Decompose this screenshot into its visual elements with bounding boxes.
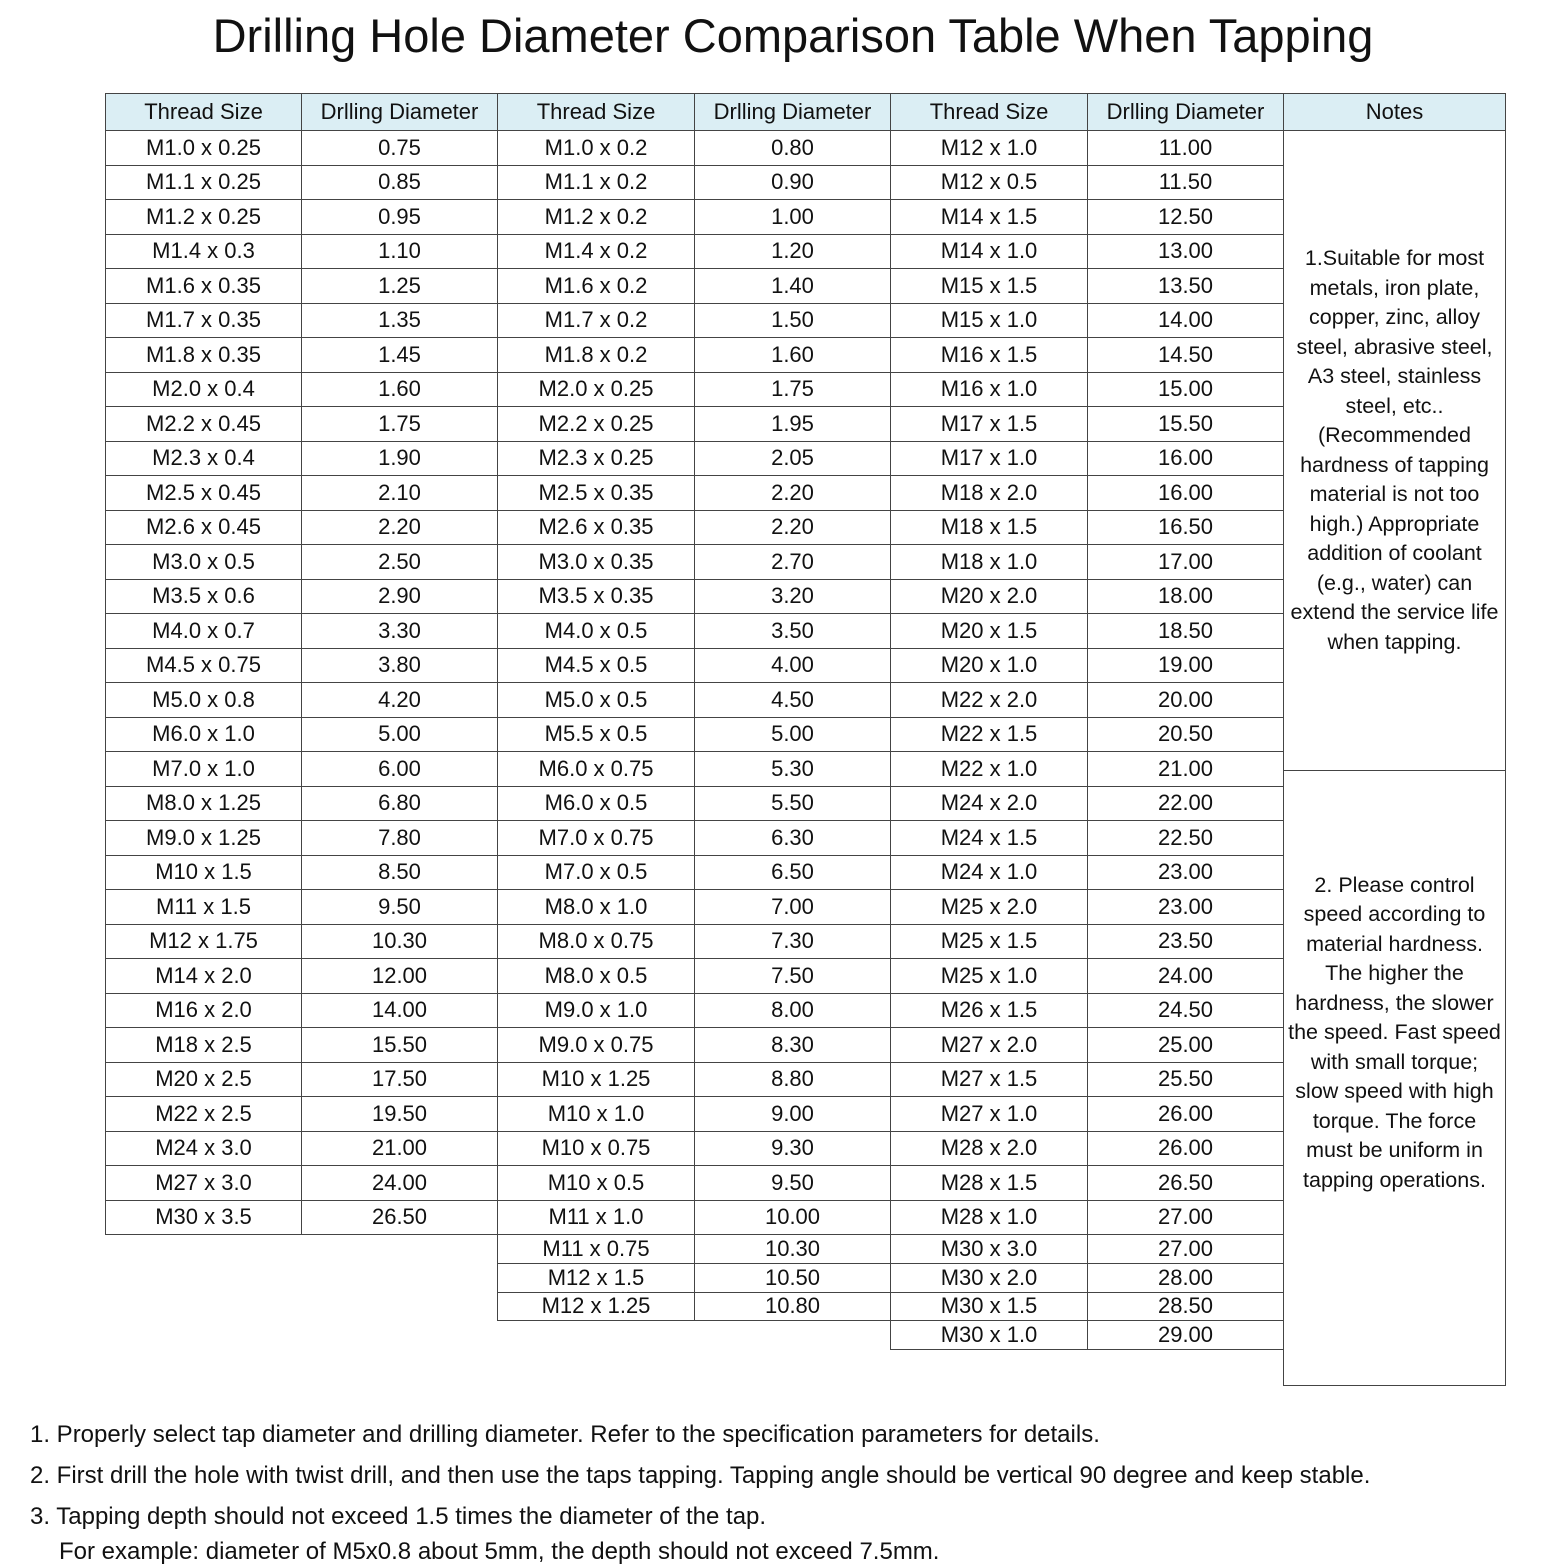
drilling-diameter-cell: 22.00 [1087,786,1284,822]
thread-size-cell: M14 x 1.0 [890,234,1088,270]
column-thread-size-3 [890,131,1088,1350]
drilling-diameter-cell: 26.00 [1087,1096,1284,1132]
thread-size-cell: M27 x 2.0 [890,1027,1088,1063]
thread-size-cell: M12 x 0.5 [890,165,1088,201]
thread-size-cell: M3.0 x 0.5 [105,544,302,580]
thread-size-cell: M17 x 1.5 [890,406,1088,442]
drilling-diameter-cell: 1.10 [301,234,498,270]
thread-size-cell: M20 x 1.0 [890,648,1088,684]
thread-size-cell: M5.0 x 0.5 [497,682,695,718]
page-title: Drilling Hole Diameter Comparison Table When Tapping [212,9,1374,62]
drilling-diameter-cell: 13.00 [1087,234,1284,270]
thread-size-cell: M24 x 3.0 [105,1131,302,1167]
drilling-diameter-cell: 1.40 [694,268,891,304]
thread-size-cell: M1.6 x 0.35 [105,268,302,304]
drilling-diameter-cell: 2.10 [301,475,498,511]
drilling-diameter-cell: 16.50 [1087,510,1284,546]
drilling-diameter-cell: 20.50 [1087,717,1284,753]
drilling-diameter-cell: 6.30 [694,820,891,856]
thread-size-cell: M3.5 x 0.6 [105,579,302,615]
thread-size-cell: M22 x 2.5 [105,1096,302,1132]
drilling-diameter-cell: 1.25 [301,268,498,304]
drilling-diameter-cell: 2.05 [694,441,891,477]
thread-size-cell: M7.0 x 0.75 [497,820,695,856]
thread-size-cell: M2.5 x 0.45 [105,475,302,511]
drilling-diameter-cell: 2.20 [694,510,891,546]
drilling-diameter-cell: 22.50 [1087,820,1284,856]
drilling-diameter-cell: 24.00 [301,1165,498,1201]
thread-size-cell: M30 x 1.0 [890,1320,1088,1350]
thread-size-cell: M22 x 1.5 [890,717,1088,753]
drilling-diameter-cell: 28.00 [1087,1263,1284,1293]
drilling-diameter-cell: 16.00 [1087,475,1284,511]
drilling-diameter-cell: 14.00 [1087,303,1284,339]
drilling-diameter-cell: 16.00 [1087,441,1284,477]
drilling-diameter-cell: 10.80 [694,1292,891,1322]
drilling-diameter-cell: 12.00 [301,958,498,994]
thread-size-cell: M30 x 2.0 [890,1263,1088,1293]
instruction-example: For example: diameter of M5x0.8 about 5mm, the depth should not exceed 7.5mm. [59,1538,940,1565]
thread-size-cell: M10 x 1.0 [497,1096,695,1132]
thread-size-cell: M30 x 1.5 [890,1292,1088,1322]
thread-size-cell: M10 x 0.75 [497,1131,695,1167]
thread-size-cell: M4.0 x 0.7 [105,613,302,649]
thread-size-cell: M2.6 x 0.45 [105,510,302,546]
thread-size-cell: M1.2 x 0.25 [105,199,302,235]
thread-size-cell: M7.0 x 0.5 [497,855,695,891]
thread-size-cell: M1.4 x 0.3 [105,234,302,270]
column-drilling-diameter-1 [301,131,498,1235]
drilling-diameter-cell: 0.75 [301,130,498,166]
thread-size-cell: M11 x 1.5 [105,889,302,925]
drilling-diameter-cell: 18.00 [1087,579,1284,615]
thread-size-cell: M18 x 2.5 [105,1027,302,1063]
drilling-diameter-cell: 3.20 [694,579,891,615]
drilling-diameter-cell: 3.30 [301,613,498,649]
drilling-diameter-cell: 13.50 [1087,268,1284,304]
thread-size-cell: M1.8 x 0.2 [497,337,695,373]
drilling-diameter-cell: 5.30 [694,751,891,787]
drilling-diameter-cell: 26.50 [1087,1165,1284,1201]
drilling-diameter-cell: 5.00 [301,717,498,753]
thread-size-cell: M25 x 2.0 [890,889,1088,925]
thread-size-cell: M2.6 x 0.35 [497,510,695,546]
drilling-diameter-cell: 8.30 [694,1027,891,1063]
thread-size-cell: M24 x 1.5 [890,820,1088,856]
thread-size-cell: M18 x 2.0 [890,475,1088,511]
thread-size-cell: M4.5 x 0.75 [105,648,302,684]
instructions [30,1414,1550,1567]
thread-size-cell: M28 x 2.0 [890,1131,1088,1167]
drilling-diameter-cell: 21.00 [1087,751,1284,787]
drilling-diameter-cell: 26.00 [1087,1131,1284,1167]
thread-size-cell: M4.5 x 0.5 [497,648,695,684]
drilling-diameter-cell: 28.50 [1087,1292,1284,1322]
drilling-diameter-cell: 4.20 [301,682,498,718]
drilling-diameter-cell: 15.50 [1087,406,1284,442]
drilling-diameter-cell: 9.50 [694,1165,891,1201]
thread-size-cell: M2.5 x 0.35 [497,475,695,511]
drilling-diameter-cell: 0.90 [694,165,891,201]
thread-size-cell: M2.2 x 0.25 [497,406,695,442]
drilling-diameter-cell: 27.00 [1087,1234,1284,1264]
drilling-diameter-cell: 8.50 [301,855,498,891]
drilling-diameter-cell: 23.00 [1087,889,1284,925]
column-thread-size-2 [497,131,695,1321]
drilling-diameter-cell: 6.00 [301,751,498,787]
drilling-diameter-cell: 2.90 [301,579,498,615]
drilling-diameter-cell: 6.50 [694,855,891,891]
thread-size-cell: M27 x 1.5 [890,1062,1088,1098]
thread-size-cell: M7.0 x 1.0 [105,751,302,787]
thread-size-cell: M14 x 2.0 [105,958,302,994]
drilling-diameter-cell: 24.50 [1087,993,1284,1029]
drilling-diameter-cell: 2.20 [694,475,891,511]
instruction-3: 3. Tapping depth should not exceed 1.5 times the diameter of the tap. [30,1503,767,1530]
thread-size-cell: M6.0 x 0.5 [497,786,695,822]
instruction-1: 1. Properly select tap diameter and drilling diameter. Refer to the specification parameters for details. [30,1421,1100,1448]
thread-size-cell: M9.0 x 1.0 [497,993,695,1029]
thread-size-cell: M6.0 x 1.0 [105,717,302,753]
thread-size-cell: M12 x 1.0 [890,130,1088,166]
drilling-diameter-cell: 6.80 [301,786,498,822]
drilling-diameter-cell: 19.50 [301,1096,498,1132]
thread-size-cell: M12 x 1.25 [497,1292,695,1322]
drilling-diameter-cell: 18.50 [1087,613,1284,649]
thread-size-cell: M2.2 x 0.45 [105,406,302,442]
drilling-diameter-cell: 1.90 [301,441,498,477]
thread-size-cell: M6.0 x 0.75 [497,751,695,787]
drilling-diameter-cell: 1.75 [694,372,891,408]
thread-size-cell: M15 x 1.5 [890,268,1088,304]
thread-size-cell: M10 x 0.5 [497,1165,695,1201]
drilling-diameter-cell: 2.50 [301,544,498,580]
thread-size-cell: M10 x 1.5 [105,855,302,891]
drilling-diameter-cell: 0.80 [694,130,891,166]
drilling-diameter-cell: 1.75 [301,406,498,442]
drilling-diameter-cell: 10.00 [694,1200,891,1236]
thread-size-cell: M8.0 x 0.5 [497,958,695,994]
thread-size-cell: M22 x 1.0 [890,751,1088,787]
drilling-diameter-cell: 0.95 [301,199,498,235]
drilling-diameter-cell: 11.00 [1087,130,1284,166]
thread-size-cell: M5.5 x 0.5 [497,717,695,753]
drilling-diameter-cell: 21.00 [301,1131,498,1167]
thread-size-cell: M30 x 3.5 [105,1200,302,1236]
drilling-diameter-cell: 25.00 [1087,1027,1284,1063]
thread-size-cell: M25 x 1.5 [890,924,1088,960]
drilling-diameter-cell: 1.45 [301,337,498,373]
drilling-diameter-cell: 17.00 [1087,544,1284,580]
thread-size-cell: M20 x 2.5 [105,1062,302,1098]
thread-size-cell: M2.0 x 0.25 [497,372,695,408]
thread-size-cell: M1.1 x 0.2 [497,165,695,201]
header-thread-size-2: Thread Size [497,93,695,131]
drilling-diameter-cell: 11.50 [1087,165,1284,201]
header-drilling-diameter-2: Drlling Diameter [694,93,891,131]
drilling-diameter-cell: 26.50 [301,1200,498,1236]
drilling-diameter-cell: 1.00 [694,199,891,235]
drilling-diameter-cell: 23.00 [1087,855,1284,891]
drilling-diameter-cell: 7.00 [694,889,891,925]
thread-size-cell: M28 x 1.0 [890,1200,1088,1236]
thread-size-cell: M18 x 1.0 [890,544,1088,580]
header-notes: Notes [1283,93,1506,131]
drilling-diameter-cell: 9.50 [301,889,498,925]
thread-size-cell: M3.5 x 0.35 [497,579,695,615]
thread-size-cell: M8.0 x 0.75 [497,924,695,960]
drilling-diameter-cell: 10.30 [301,924,498,960]
thread-size-cell: M3.0 x 0.35 [497,544,695,580]
note-speed-text: 2. Please control speed according to material hardness. The higher the hardness, the slower the speed. Fast speed with small torque; slow speed with high torque. The force must be uniform in tapping operations. [1288,872,1501,1192]
thread-size-cell: M1.1 x 0.25 [105,165,302,201]
drilling-diameter-cell: 1.60 [694,337,891,373]
note-material [1283,130,1506,771]
drilling-diameter-cell: 7.50 [694,958,891,994]
thread-size-cell: M4.0 x 0.5 [497,613,695,649]
drilling-diameter-cell: 7.80 [301,820,498,856]
drilling-diameter-cell: 15.50 [301,1027,498,1063]
tap-drill-table [105,93,1506,1386]
drilling-diameter-cell: 5.00 [694,717,891,753]
header-drilling-diameter-3: Drlling Diameter [1087,93,1284,131]
thread-size-cell: M26 x 1.5 [890,993,1088,1029]
header-drilling-diameter-1: Drlling Diameter [301,93,498,131]
drilling-diameter-cell: 4.50 [694,682,891,718]
thread-size-cell: M1.6 x 0.2 [497,268,695,304]
thread-size-cell: M1.8 x 0.35 [105,337,302,373]
drilling-diameter-cell: 24.00 [1087,958,1284,994]
thread-size-cell: M24 x 2.0 [890,786,1088,822]
drilling-diameter-cell: 10.30 [694,1234,891,1264]
thread-size-cell: M25 x 1.0 [890,958,1088,994]
drilling-diameter-cell: 2.20 [301,510,498,546]
drilling-diameter-cell: 17.50 [301,1062,498,1098]
drilling-diameter-cell: 10.50 [694,1263,891,1293]
thread-size-cell: M20 x 2.0 [890,579,1088,615]
thread-size-cell: M12 x 1.75 [105,924,302,960]
thread-size-cell: M9.0 x 0.75 [497,1027,695,1063]
thread-size-cell: M1.0 x 0.2 [497,130,695,166]
thread-size-cell: M8.0 x 1.0 [497,889,695,925]
column-drilling-diameter-3 [1087,131,1284,1350]
thread-size-cell: M1.7 x 0.2 [497,303,695,339]
drilling-diameter-cell: 1.95 [694,406,891,442]
thread-size-cell: M30 x 3.0 [890,1234,1088,1264]
thread-size-cell: M24 x 1.0 [890,855,1088,891]
drilling-diameter-cell: 1.35 [301,303,498,339]
drilling-diameter-cell: 8.00 [694,993,891,1029]
thread-size-cell: M1.4 x 0.2 [497,234,695,270]
drilling-diameter-cell: 25.50 [1087,1062,1284,1098]
drilling-diameter-cell: 2.70 [694,544,891,580]
drilling-diameter-cell: 12.50 [1087,199,1284,235]
drilling-diameter-cell: 19.00 [1087,648,1284,684]
thread-size-cell: M27 x 1.0 [890,1096,1088,1132]
drilling-diameter-cell: 0.85 [301,165,498,201]
thread-size-cell: M22 x 2.0 [890,682,1088,718]
thread-size-cell: M1.7 x 0.35 [105,303,302,339]
drilling-diameter-cell: 20.00 [1087,682,1284,718]
thread-size-cell: M1.0 x 0.25 [105,130,302,166]
drilling-diameter-cell: 23.50 [1087,924,1284,960]
thread-size-cell: M14 x 1.5 [890,199,1088,235]
drilling-diameter-cell: 1.60 [301,372,498,408]
drilling-diameter-cell: 15.00 [1087,372,1284,408]
drilling-diameter-cell: 9.00 [694,1096,891,1132]
thread-size-cell: M1.2 x 0.2 [497,199,695,235]
thread-size-cell: M28 x 1.5 [890,1165,1088,1201]
thread-size-cell: M10 x 1.25 [497,1062,695,1098]
drilling-diameter-cell: 14.00 [301,993,498,1029]
thread-size-cell: M17 x 1.0 [890,441,1088,477]
thread-size-cell: M5.0 x 0.8 [105,682,302,718]
header-thread-size-1: Thread Size [105,93,302,131]
thread-size-cell: M11 x 1.0 [497,1200,695,1236]
drilling-diameter-cell: 29.00 [1087,1320,1284,1350]
thread-size-cell: M16 x 1.5 [890,337,1088,373]
thread-size-cell: M12 x 1.5 [497,1263,695,1293]
thread-size-cell: M15 x 1.0 [890,303,1088,339]
thread-size-cell: M11 x 0.75 [497,1234,695,1264]
thread-size-cell: M9.0 x 1.25 [105,820,302,856]
thread-size-cell: M16 x 2.0 [105,993,302,1029]
thread-size-cell: M16 x 1.0 [890,372,1088,408]
drilling-diameter-cell: 27.00 [1087,1200,1284,1236]
drilling-diameter-cell: 8.80 [694,1062,891,1098]
thread-size-cell: M8.0 x 1.25 [105,786,302,822]
note-speed [1283,770,1506,1386]
instruction-2: 2. First drill the hole with twist drill, and then use the taps tapping. Tapping angle should be vertical 90 degree and keep stable. [30,1462,1371,1489]
thread-size-cell: M20 x 1.5 [890,613,1088,649]
column-drilling-diameter-2 [694,131,891,1321]
column-thread-size-1 [105,131,302,1235]
thread-size-cell: M2.3 x 0.4 [105,441,302,477]
header-thread-size-3: Thread Size [890,93,1088,131]
drilling-diameter-cell: 5.50 [694,786,891,822]
thread-size-cell: M2.0 x 0.4 [105,372,302,408]
note-material-text: 1.Suitable for most metals, iron plate, copper, zinc, alloy steel, abrasive steel, A3 steel, stainless steel, etc..(Recommended hardness of tapping material is not too high.) Appropriate addition of coolant (e.g., water) can extend the service life when tapping. [1290,246,1499,654]
thread-size-cell: M2.3 x 0.25 [497,441,695,477]
drilling-diameter-cell: 4.00 [694,648,891,684]
drilling-diameter-cell: 14.50 [1087,337,1284,373]
drilling-diameter-cell: 7.30 [694,924,891,960]
drilling-diameter-cell: 9.30 [694,1131,891,1167]
drilling-diameter-cell: 1.50 [694,303,891,339]
thread-size-cell: M18 x 1.5 [890,510,1088,546]
drilling-diameter-cell: 3.80 [301,648,498,684]
thread-size-cell: M27 x 3.0 [105,1165,302,1201]
drilling-diameter-cell: 1.20 [694,234,891,270]
drilling-diameter-cell: 3.50 [694,613,891,649]
